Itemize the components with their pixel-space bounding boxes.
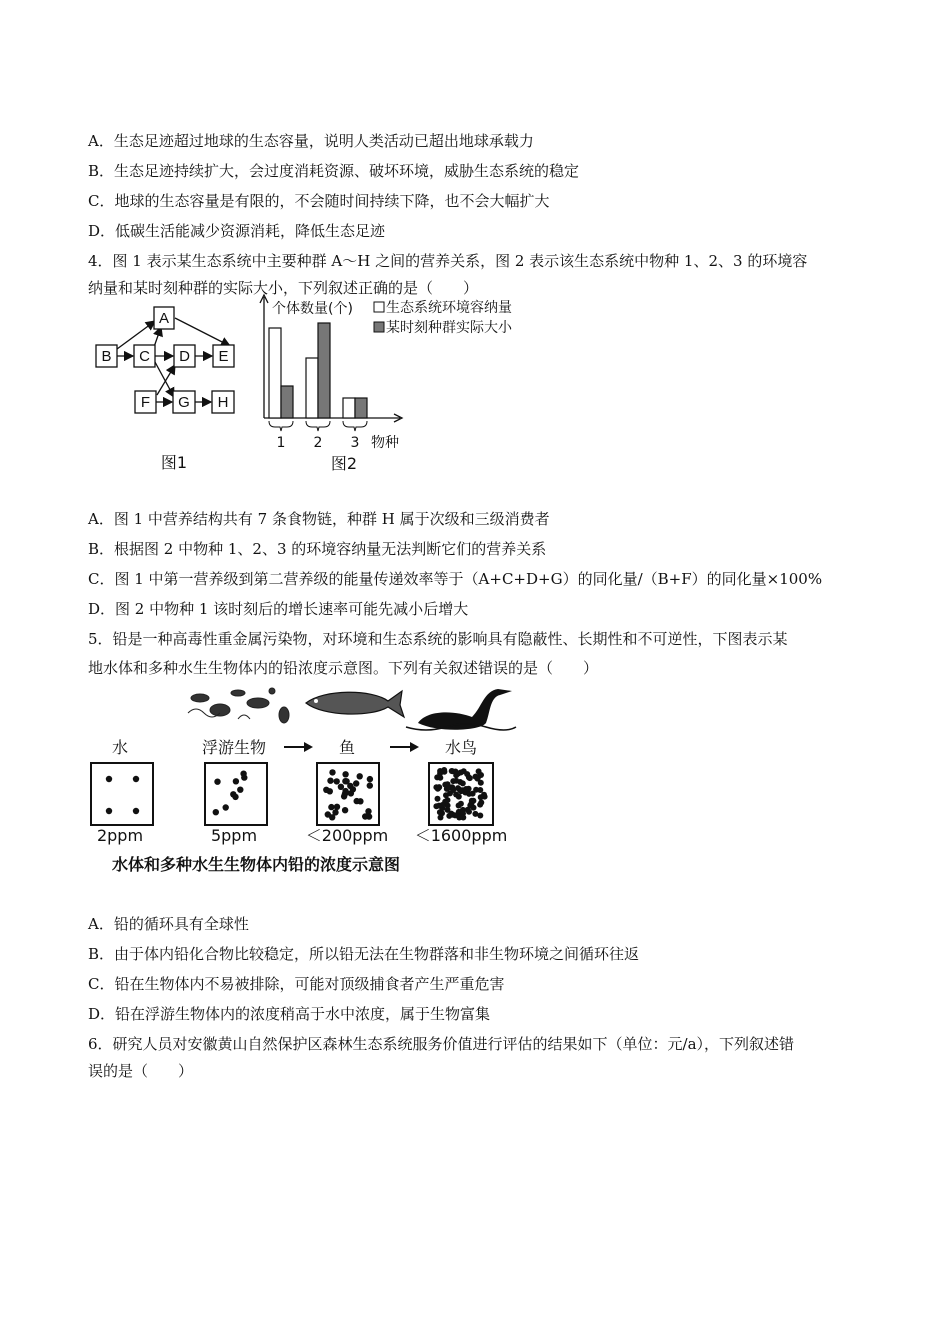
lead-dot: [469, 798, 475, 804]
x-tick-label: 1: [276, 435, 286, 451]
q4-option-a: A．图 1 中营养结构共有 7 条食物链，种群 H 属于次级和三级消费者: [88, 510, 550, 528]
lead-dot: [452, 812, 458, 818]
q6-stem-line2: 误的是（ ）: [88, 1062, 194, 1080]
lead-dot: [332, 809, 338, 815]
node-b: B: [101, 348, 112, 365]
lead-dot: [338, 784, 344, 790]
node-c: C: [139, 348, 150, 365]
legend-swatch-capacity: [374, 302, 384, 312]
q5-stem-line2: 地水体和多种水生生物体内的铅浓度示意图。下列有关叙述错误的是（ ）: [88, 659, 599, 677]
bar-species-2-series-1: [306, 358, 318, 418]
lead-dot: [357, 773, 363, 779]
q3-option-a: A．生态足迹超过地球的生态容量，说明人类活动已超出地球承载力: [88, 132, 534, 150]
lead-dot: [435, 786, 441, 792]
lead-dot: [471, 805, 477, 811]
lead-dot: [214, 779, 220, 785]
x-axis-label: 物种: [371, 435, 399, 451]
q4-option-c: C．图 1 中第一营养级到第二营养级的能量传递效率等于（A+C+D+G）的同化量/（B+F）的同化量×100%: [88, 570, 823, 588]
lead-concentration-figure: [88, 683, 520, 879]
lead-dot: [435, 796, 441, 802]
q5-option-c: C．铅在生物体内不易被排除，可能对顶级捕食者产生严重危害: [88, 975, 505, 993]
lead-dot: [458, 801, 464, 807]
lead-dot: [467, 775, 473, 781]
q3-option-d: D．低碳生活能减少资源消耗，降低生态足迹: [88, 222, 386, 240]
lead-dot: [476, 768, 482, 774]
stage-plankton-label: 浮游生物: [201, 738, 267, 757]
q4-option-d: D．图 2 中物种 1 该时刻后的增长速率可能先减小后增大: [88, 600, 469, 618]
q4-stem-line1: 4．图 1 表示某生态系统中主要种群 A～H 之间的营养关系，图 2 表示该生态系统中物种 1、2、3 的环境容: [88, 252, 808, 270]
bar-species-3-series-1: [343, 398, 355, 418]
q5-option-d: D．铅在浮游生物体内的浓度稍高于水中浓度，属于生物富集: [88, 1005, 491, 1023]
stage-fish-label: 鱼: [338, 738, 356, 757]
lead-dot: [133, 808, 139, 814]
lead-dot: [334, 804, 340, 810]
lead-dot: [365, 808, 371, 814]
node-a: A: [158, 310, 170, 327]
lead-dot: [241, 774, 247, 780]
brace-species-3: [343, 421, 367, 431]
waterbird-icon: [406, 689, 516, 730]
lead-dot: [230, 791, 236, 797]
lead-dot: [460, 780, 466, 786]
lead-dot: [343, 778, 349, 784]
stage-bird-label: 水鸟: [444, 738, 478, 757]
lead-dot: [367, 782, 373, 788]
lead-dot: [325, 811, 331, 817]
x-tick-label: 3: [350, 435, 360, 451]
lead-dot: [133, 776, 139, 782]
lead-dot: [439, 802, 445, 808]
lead-dot: [323, 787, 329, 793]
lead-dot: [456, 794, 462, 800]
node-h: H: [217, 394, 229, 411]
lead-dot: [233, 778, 239, 784]
population-bar-chart: [258, 293, 552, 478]
lead-dot: [445, 803, 451, 809]
lead-dot: [439, 810, 445, 816]
node-g: G: [178, 394, 190, 411]
lead-dot: [437, 775, 443, 781]
lead-dot: [106, 776, 112, 782]
stage-plankton-value: 5ppm: [210, 826, 258, 845]
q4-stem-line2: 纳量和某时刻种群的实际大小，下列叙述正确的是（ ）: [88, 279, 479, 297]
lead-dot: [450, 778, 456, 784]
lead-dot: [350, 786, 356, 792]
stage-bird-value: ＜1600ppm: [414, 826, 508, 845]
bar-species-1-series-1: [269, 328, 281, 418]
lead-dot: [213, 809, 219, 815]
q5-option-a: A．铅的循环具有全球性: [88, 915, 249, 933]
q5-option-b: B．由于体内铅化合物比较稳定，所以铅无法在生物群落和非生物环境之间循环往返: [88, 945, 640, 963]
lead-dot: [478, 794, 484, 800]
lead-dot: [334, 778, 340, 784]
bar-species-2-series-2: [318, 323, 330, 418]
lead-dot: [106, 808, 112, 814]
q4-option-b: B．根据图 2 中物种 1、2、3 的环境容纳量无法判断它们的营养关系: [88, 540, 547, 558]
lead-dot: [465, 807, 471, 813]
fig1-caption: 图1: [160, 453, 188, 472]
q6-stem-line1: 6．研究人员对安徽黄山自然保护区森林生态系统服务价值进行评估的结果如下（单位：元/a），下列叙述错: [88, 1035, 795, 1053]
q3-option-b: B．生态足迹持续扩大，会过度消耗资源、破坏环境，威胁生态系统的稳定: [88, 162, 580, 180]
bar-species-3-series-2: [355, 398, 367, 418]
lead-dot: [342, 807, 348, 813]
stage-water-label: 水: [111, 738, 129, 757]
node-d: D: [179, 348, 190, 365]
lead-dot: [328, 804, 334, 810]
lead-dot: [354, 798, 360, 804]
lead-dot: [442, 782, 448, 788]
fig2-caption: 图2: [330, 454, 358, 473]
lead-figure-caption: 水体和多种水生生物体内铅的浓度示意图: [112, 855, 401, 874]
lead-dot: [329, 769, 335, 775]
lead-dot: [353, 780, 359, 786]
legend-actual: 某时刻种群实际大小: [386, 320, 512, 336]
lead-dot: [453, 769, 459, 775]
stage-fish-value: ＜200ppm: [305, 826, 389, 845]
brace-species-2: [306, 421, 330, 431]
node-f: F: [140, 394, 151, 411]
food-web-figure: [88, 296, 256, 478]
node-e: E: [218, 348, 229, 365]
lead-dot: [477, 813, 483, 819]
lead-dot: [463, 786, 469, 792]
bar-species-1-series-2: [281, 386, 293, 418]
lead-dot: [473, 787, 479, 793]
lead-dot: [342, 788, 348, 794]
lead-dot: [445, 797, 451, 803]
legend-capacity: 生态系统环境容纳量: [386, 300, 512, 316]
lead-dot: [477, 802, 483, 808]
legend-swatch-actual: [374, 322, 384, 332]
lead-dot: [367, 776, 373, 782]
lead-dot: [223, 804, 229, 810]
plankton-icon: [188, 688, 289, 723]
stage-water-value: 2ppm: [96, 826, 144, 845]
lead-dot: [327, 778, 333, 784]
q3-option-c: C．地球的生态容量是有限的，不会随时间持续下降，也不会大幅扩大: [88, 192, 550, 210]
lead-dot: [342, 771, 348, 777]
y-axis-label: 个体数量(个): [272, 301, 353, 317]
brace-species-1: [269, 421, 293, 431]
lead-dot: [237, 787, 243, 793]
x-tick-label: 2: [313, 435, 323, 451]
q5-stem-line1: 5．铅是一种高毒性重金属污染物，对环境和生态系统的影响具有隐蔽性、长期性和不可逆性，下图表示某: [88, 630, 788, 648]
fish-icon: [306, 691, 404, 717]
